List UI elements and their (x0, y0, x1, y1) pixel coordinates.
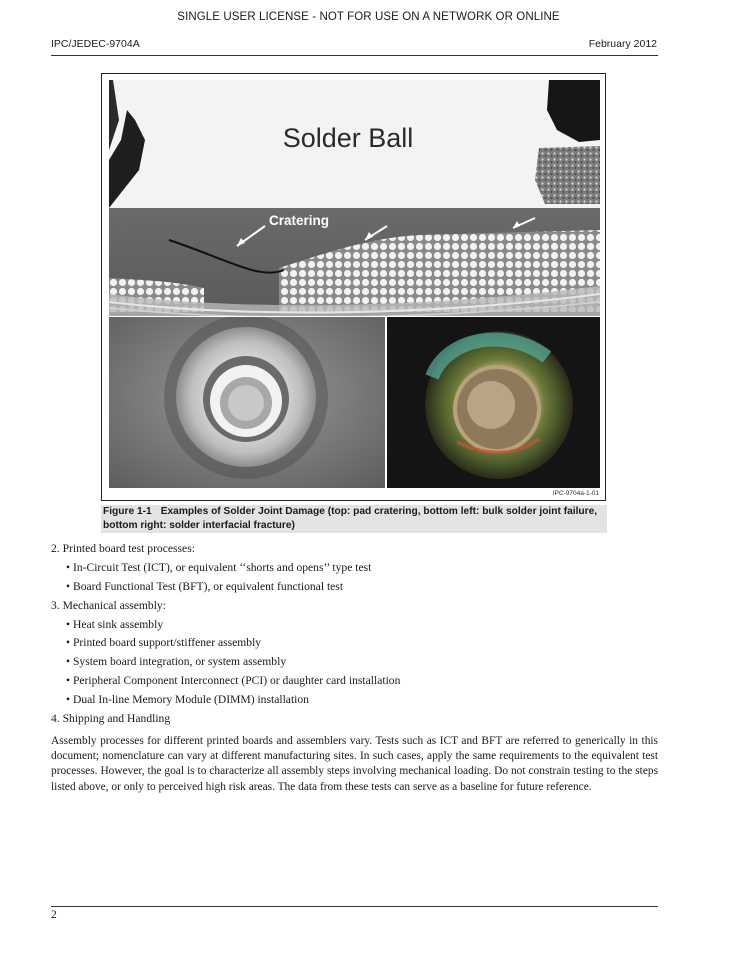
interfacial-fracture-micrograph (387, 317, 600, 488)
caption-text: Examples of Solder Joint Damage (top: pad cratering, bottom left: bulk solder joint failure, bottom right: solder interfacial fracture) (103, 506, 598, 531)
list-item: • Peripheral Component Interconnect (PCI) or daughter card installation (66, 674, 401, 688)
list-item: • Heat sink assembly (66, 617, 164, 631)
list-item: 4. Shipping and Handling (51, 712, 171, 726)
list-item: • Board Functional Test (BFT), or equivalent functional test (66, 579, 344, 593)
header-rule (51, 55, 658, 56)
list-item: • System board integration, or system assembly (66, 655, 287, 669)
body-paragraph: Assembly processes for different printed boards and assemblers vary. Tests such as ICT and BFT are referred to generically in this document; nomenclature can vary at different manufacturing sites. In such cases, apply the same requirements to the equivalent test processes. However, the goal is to characterize all assembly steps involving mechanical loading. Do not constrain testing to the steps listed above, or only to perceived high risk areas. The data from these tests can serve as a baseline for future reference. (51, 735, 658, 793)
process-list (51, 540, 661, 729)
figure-1-1 (101, 73, 606, 501)
list-item: 3. Mechanical assembly: (51, 598, 166, 612)
license-banner: SINGLE USER LICENSE - NOT FOR USE ON A NETWORK OR ONLINE (177, 11, 560, 23)
list-item: 2. Printed board test processes: (51, 542, 195, 555)
document-id: IPC/JEDEC-9704A (51, 38, 140, 50)
bulk-solder-failure-image (109, 317, 385, 488)
bulk-solder-micrograph (109, 317, 385, 488)
figure-id: IPC-9704a-1-01 (552, 490, 599, 497)
list-item: • Printed board support/stiffener assembly (66, 636, 262, 650)
top-panel-title: Solder Ball (282, 123, 414, 153)
list-item: • In-Circuit Test (ICT), or equivalent ‘‘shorts and opens’’ type test (66, 560, 372, 574)
page-number: 2 (51, 909, 57, 921)
caption-label: Figure 1-1 (103, 506, 152, 517)
footer-rule (51, 906, 658, 907)
list-item: • Dual In-line Memory Module (DIMM) installation (66, 693, 309, 707)
pad-cratering-image (109, 80, 600, 316)
pad-cratering-micrograph (109, 80, 600, 316)
cratering-label: Cratering (269, 213, 330, 228)
figure-caption (101, 505, 607, 533)
interfacial-fracture-image (387, 317, 600, 488)
document-date: February 2012 (588, 38, 657, 50)
